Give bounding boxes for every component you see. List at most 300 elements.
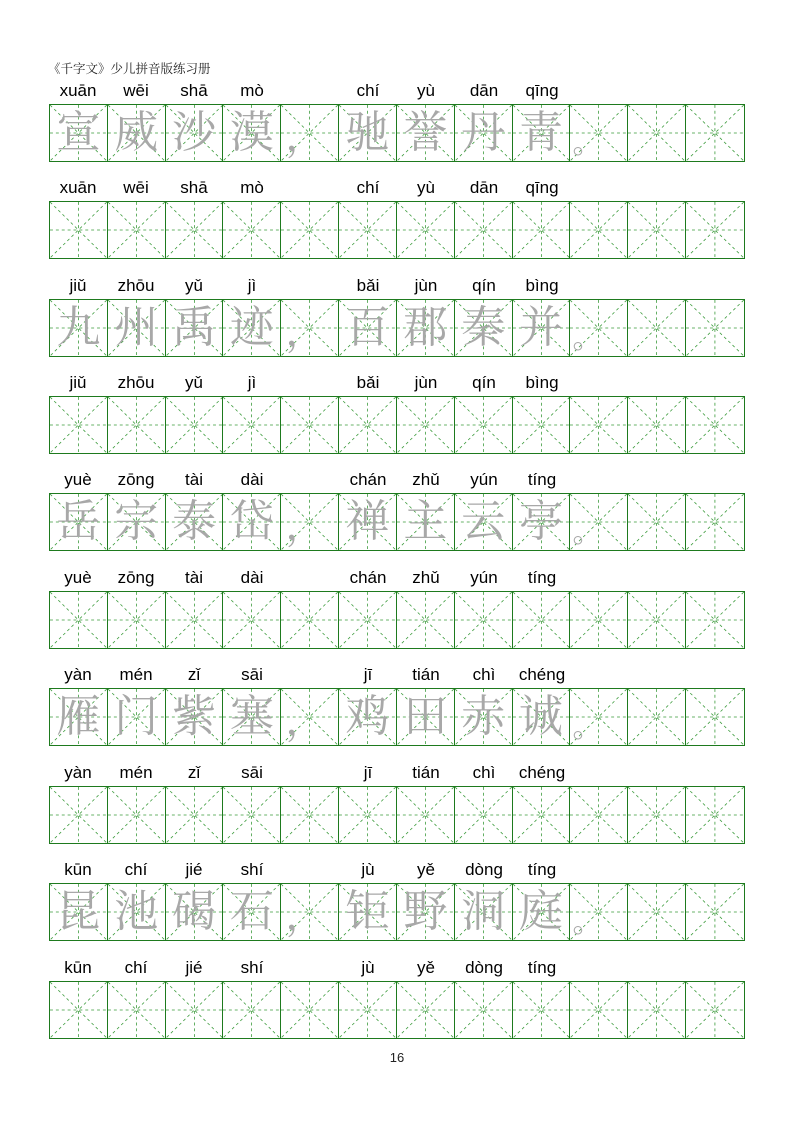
tian-mi-guide-icon	[166, 982, 223, 1038]
trace-character: 赤	[461, 691, 506, 742]
tian-mi-guide-icon	[455, 202, 512, 258]
writing-cell[interactable]	[339, 689, 397, 745]
pinyin-label: chí	[124, 860, 148, 879]
writing-cell[interactable]	[570, 689, 628, 745]
writing-cell[interactable]	[50, 397, 108, 453]
practice-row	[49, 177, 745, 259]
pinyin-label: mò	[240, 178, 264, 197]
pinyin-label: jié	[185, 860, 203, 879]
pinyin-label: bìng	[525, 276, 559, 295]
writing-cell[interactable]	[166, 494, 224, 550]
pinyin-label: dān	[469, 81, 499, 100]
writing-cell[interactable]	[339, 494, 397, 550]
writing-cell[interactable]	[513, 689, 571, 745]
tian-mi-guide-icon	[108, 397, 165, 453]
writing-cell[interactable]	[281, 397, 339, 453]
writing-cell[interactable]	[628, 494, 686, 550]
writing-cell[interactable]	[223, 494, 281, 550]
trace-character: 钜	[345, 886, 390, 937]
tian-mi-guide-icon	[339, 787, 396, 843]
tian-mi-guide-icon	[50, 397, 107, 453]
pinyin-line	[49, 859, 745, 883]
writing-cell[interactable]	[628, 884, 686, 940]
tian-mi-guide-icon	[570, 202, 627, 258]
pinyin-label: zhǔ	[412, 568, 440, 587]
trace-character: 禅	[345, 496, 390, 547]
tian-mi-guide-icon	[281, 592, 338, 648]
pinyin-label: jiǔ	[69, 276, 87, 295]
writing-cell[interactable]	[166, 592, 224, 648]
writing-grid	[49, 981, 745, 1039]
writing-cell[interactable]	[628, 592, 686, 648]
writing-cell[interactable]	[686, 592, 744, 648]
tian-mi-guide-icon	[686, 689, 744, 745]
writing-cell[interactable]	[50, 105, 108, 161]
writing-cell[interactable]	[108, 105, 166, 161]
writing-cell[interactable]	[686, 202, 744, 258]
writing-cell[interactable]	[513, 982, 571, 1038]
pinyin-label: zǐ	[187, 665, 201, 684]
writing-cell[interactable]	[570, 397, 628, 453]
pinyin-label: chán	[349, 470, 387, 489]
writing-cell[interactable]	[513, 397, 571, 453]
writing-cell[interactable]	[628, 787, 686, 843]
writing-cell[interactable]	[397, 300, 455, 356]
writing-cell[interactable]	[397, 105, 455, 161]
writing-cell[interactable]	[223, 105, 281, 161]
writing-cell[interactable]	[686, 689, 744, 745]
tian-mi-guide-icon	[686, 397, 744, 453]
pinyin-label: yǔ	[185, 276, 203, 295]
trace-row	[49, 859, 745, 941]
writing-cell[interactable]	[281, 494, 339, 550]
writing-cell[interactable]	[108, 397, 166, 453]
writing-cell[interactable]	[570, 494, 628, 550]
trace-character: 池	[114, 886, 159, 937]
writing-cell[interactable]	[223, 397, 281, 453]
writing-cell[interactable]	[455, 300, 513, 356]
pinyin-line	[49, 177, 745, 201]
tian-mi-guide-icon	[570, 592, 627, 648]
writing-cell[interactable]	[686, 105, 744, 161]
pinyin-label: jù	[361, 860, 375, 879]
writing-cell[interactable]	[455, 982, 513, 1038]
writing-cell[interactable]	[513, 300, 571, 356]
writing-cell[interactable]	[166, 105, 224, 161]
trace-row	[49, 275, 745, 357]
trace-punctuation: 。	[572, 126, 603, 161]
pinyin-label: qīng	[525, 81, 559, 100]
trace-character: 郡	[403, 302, 448, 353]
writing-cell[interactable]	[455, 397, 513, 453]
writing-cell[interactable]	[50, 982, 108, 1038]
tian-mi-guide-icon	[628, 982, 685, 1038]
writing-cell[interactable]	[166, 397, 224, 453]
writing-cell[interactable]	[281, 884, 339, 940]
pinyin-line	[49, 275, 745, 299]
writing-cell[interactable]	[397, 884, 455, 940]
writing-cell[interactable]	[108, 884, 166, 940]
pinyin-label: zōng	[117, 568, 155, 587]
writing-cell[interactable]	[223, 787, 281, 843]
tian-mi-guide-icon	[397, 202, 454, 258]
writing-cell[interactable]	[570, 300, 628, 356]
tian-mi-guide-icon	[281, 982, 338, 1038]
writing-cell[interactable]	[281, 982, 339, 1038]
pinyin-label: qín	[472, 373, 496, 392]
practice-row	[49, 762, 745, 844]
tian-mi-guide-icon	[513, 787, 570, 843]
tian-mi-guide-icon	[223, 592, 280, 648]
pinyin-line	[49, 469, 745, 493]
writing-cell[interactable]	[397, 397, 455, 453]
writing-cell[interactable]	[570, 982, 628, 1038]
tian-mi-guide-icon	[628, 300, 685, 356]
tian-mi-guide-icon	[397, 787, 454, 843]
pinyin-label: sāi	[241, 763, 263, 782]
writing-cell[interactable]	[281, 202, 339, 258]
pinyin-label: tíng	[527, 470, 557, 489]
tian-mi-guide-icon	[339, 592, 396, 648]
writing-cell[interactable]	[570, 787, 628, 843]
pinyin-label: yǔ	[185, 373, 203, 392]
pinyin-label: yù	[417, 178, 435, 197]
pinyin-label: zhǔ	[412, 470, 440, 489]
writing-cell[interactable]	[223, 592, 281, 648]
pinyin-label: tài	[185, 568, 203, 587]
writing-cell[interactable]	[339, 300, 397, 356]
writing-cell[interactable]	[455, 884, 513, 940]
pinyin-line	[49, 567, 745, 591]
tian-mi-guide-icon	[455, 787, 512, 843]
pinyin-label: yún	[470, 470, 498, 489]
tian-mi-guide-icon	[686, 105, 744, 161]
trace-character: 昆	[56, 886, 101, 937]
writing-cell[interactable]	[513, 787, 571, 843]
tian-mi-guide-icon	[686, 300, 744, 356]
writing-cell[interactable]	[50, 202, 108, 258]
pinyin-label: yě	[417, 958, 435, 977]
pinyin-line	[49, 957, 745, 981]
writing-grid	[49, 688, 745, 746]
trace-character: 宣	[56, 107, 101, 158]
writing-cell[interactable]	[628, 300, 686, 356]
writing-cell[interactable]	[166, 884, 224, 940]
writing-cell[interactable]	[166, 202, 224, 258]
writing-grid	[49, 591, 745, 649]
writing-cell[interactable]	[108, 787, 166, 843]
pinyin-label: qín	[472, 276, 496, 295]
writing-cell[interactable]	[397, 787, 455, 843]
practice-row	[49, 372, 745, 454]
writing-cell[interactable]	[513, 494, 571, 550]
trace-row	[49, 469, 745, 551]
writing-cell[interactable]	[166, 300, 224, 356]
tian-mi-guide-icon	[166, 787, 223, 843]
pinyin-line	[49, 80, 745, 104]
tian-mi-guide-icon	[108, 202, 165, 258]
pinyin-label: mò	[240, 81, 264, 100]
tian-mi-guide-icon	[455, 397, 512, 453]
tian-mi-guide-icon	[339, 202, 396, 258]
pinyin-line	[49, 762, 745, 786]
writing-cell[interactable]	[281, 300, 339, 356]
workbook-title: 《千字文》少儿拼音版练习册	[48, 61, 211, 76]
writing-cell[interactable]	[50, 494, 108, 550]
pinyin-label: jì	[247, 373, 257, 392]
writing-cell[interactable]	[223, 689, 281, 745]
pinyin-label: chì	[472, 763, 496, 782]
trace-character: 迹	[229, 302, 274, 353]
writing-grid	[49, 883, 745, 941]
trace-character: 鸡	[345, 691, 390, 742]
writing-cell[interactable]	[513, 884, 571, 940]
tian-mi-guide-icon	[223, 982, 280, 1038]
writing-cell[interactable]	[223, 884, 281, 940]
writing-cell[interactable]	[455, 787, 513, 843]
writing-cell[interactable]	[339, 787, 397, 843]
tian-mi-guide-icon	[570, 397, 627, 453]
writing-cell[interactable]	[108, 300, 166, 356]
pinyin-label: jié	[185, 958, 203, 977]
writing-cell[interactable]	[686, 884, 744, 940]
trace-character: 洞	[461, 886, 506, 937]
writing-cell[interactable]	[166, 982, 224, 1038]
pinyin-label: yě	[417, 860, 435, 879]
writing-cell[interactable]	[628, 689, 686, 745]
writing-cell[interactable]	[628, 105, 686, 161]
tian-mi-guide-icon	[455, 982, 512, 1038]
pinyin-label: mén	[119, 665, 153, 684]
tian-mi-guide-icon	[108, 787, 165, 843]
pinyin-label: dòng	[465, 958, 503, 977]
tian-mi-guide-icon	[628, 884, 685, 940]
tian-mi-guide-icon	[513, 592, 570, 648]
writing-cell[interactable]	[50, 300, 108, 356]
writing-cell[interactable]	[281, 105, 339, 161]
writing-cell[interactable]	[166, 787, 224, 843]
pinyin-label: wēi	[123, 81, 149, 100]
tian-mi-guide-icon	[108, 592, 165, 648]
trace-character: 碣	[172, 886, 217, 937]
writing-cell[interactable]	[397, 592, 455, 648]
writing-cell[interactable]	[455, 494, 513, 550]
pinyin-label: chí	[356, 178, 380, 197]
writing-cell[interactable]	[108, 689, 166, 745]
pinyin-label: shā	[180, 81, 208, 100]
writing-cell[interactable]	[628, 202, 686, 258]
writing-cell[interactable]	[455, 105, 513, 161]
trace-character: 宗	[114, 496, 159, 547]
writing-cell[interactable]	[397, 494, 455, 550]
writing-cell[interactable]	[686, 300, 744, 356]
writing-cell[interactable]	[339, 202, 397, 258]
writing-cell[interactable]	[686, 982, 744, 1038]
writing-cell[interactable]	[513, 202, 571, 258]
tian-mi-guide-icon	[513, 202, 570, 258]
writing-grid	[49, 299, 745, 357]
writing-cell[interactable]	[50, 592, 108, 648]
writing-cell[interactable]	[166, 689, 224, 745]
trace-row	[49, 80, 745, 162]
tian-mi-guide-icon	[686, 494, 744, 550]
writing-cell[interactable]	[455, 689, 513, 745]
pinyin-label: chí	[356, 81, 380, 100]
trace-character: 石	[229, 886, 274, 937]
tian-mi-guide-icon	[628, 397, 685, 453]
trace-character: 田	[403, 691, 448, 742]
pinyin-label: jī	[363, 763, 373, 782]
trace-character: 庭	[519, 886, 564, 937]
trace-punctuation: ，	[285, 309, 326, 355]
writing-grid	[49, 201, 745, 259]
trace-character: 漠	[229, 107, 274, 158]
pinyin-label: bǎi	[356, 373, 380, 392]
writing-cell[interactable]	[108, 592, 166, 648]
trace-character: 紫	[172, 691, 217, 742]
writing-cell[interactable]	[339, 592, 397, 648]
tian-mi-guide-icon	[50, 202, 107, 258]
writing-cell[interactable]	[281, 592, 339, 648]
tian-mi-guide-icon	[281, 202, 338, 258]
tian-mi-guide-icon	[628, 105, 685, 161]
writing-cell[interactable]	[570, 592, 628, 648]
pinyin-label: yù	[417, 81, 435, 100]
pinyin-label: tíng	[527, 568, 557, 587]
pinyin-label: tián	[412, 665, 440, 684]
trace-punctuation: 。	[572, 905, 603, 940]
trace-character: 野	[403, 886, 448, 937]
writing-cell[interactable]	[570, 105, 628, 161]
writing-cell[interactable]	[223, 300, 281, 356]
trace-character: 威	[114, 107, 159, 158]
trace-punctuation: ，	[285, 114, 326, 160]
trace-punctuation: 。	[572, 710, 603, 745]
trace-character: 诚	[519, 691, 564, 742]
writing-cell[interactable]	[628, 982, 686, 1038]
tian-mi-guide-icon	[686, 884, 744, 940]
pinyin-label: yuè	[64, 470, 92, 489]
writing-cell[interactable]	[339, 105, 397, 161]
writing-grid	[49, 104, 745, 162]
tian-mi-guide-icon	[397, 982, 454, 1038]
pinyin-label: chí	[124, 958, 148, 977]
tian-mi-guide-icon	[570, 787, 627, 843]
trace-character: 青	[519, 107, 564, 158]
pinyin-label: jù	[361, 958, 375, 977]
pinyin-label: yàn	[64, 763, 92, 782]
pinyin-label: chéng	[518, 665, 566, 684]
writing-cell[interactable]	[397, 202, 455, 258]
trace-punctuation: 。	[572, 321, 603, 356]
trace-character: 门	[114, 691, 159, 742]
pinyin-label: tián	[412, 763, 440, 782]
pinyin-label: kūn	[64, 958, 92, 977]
writing-cell[interactable]	[686, 787, 744, 843]
writing-cell[interactable]	[628, 397, 686, 453]
writing-cell[interactable]	[223, 202, 281, 258]
writing-cell[interactable]	[339, 884, 397, 940]
writing-cell[interactable]	[339, 982, 397, 1038]
pinyin-label: jì	[247, 276, 257, 295]
tian-mi-guide-icon	[50, 982, 107, 1038]
writing-cell[interactable]	[570, 202, 628, 258]
writing-cell[interactable]	[50, 689, 108, 745]
tian-mi-guide-icon	[166, 202, 223, 258]
writing-cell[interactable]	[281, 787, 339, 843]
writing-cell[interactable]	[397, 689, 455, 745]
writing-cell[interactable]	[513, 105, 571, 161]
pinyin-label: dòng	[465, 860, 503, 879]
pinyin-label: yàn	[64, 665, 92, 684]
pinyin-line	[49, 372, 745, 396]
writing-cell[interactable]	[339, 397, 397, 453]
trace-character: 岱	[229, 496, 274, 547]
trace-character: 云	[461, 496, 506, 547]
tian-mi-guide-icon	[50, 787, 107, 843]
writing-cell[interactable]	[108, 982, 166, 1038]
trace-punctuation: ，	[285, 503, 326, 549]
trace-character: 丹	[461, 107, 506, 158]
pinyin-line	[49, 664, 745, 688]
pinyin-label: chì	[472, 665, 496, 684]
tian-mi-guide-icon	[628, 787, 685, 843]
pinyin-label: tài	[185, 470, 203, 489]
writing-cell[interactable]	[455, 202, 513, 258]
tian-mi-guide-icon	[686, 787, 744, 843]
tian-mi-guide-icon	[628, 494, 685, 550]
pinyin-label: yuè	[64, 568, 92, 587]
trace-character: 塞	[229, 691, 274, 742]
writing-cell[interactable]	[397, 982, 455, 1038]
trace-character: 沙	[172, 107, 217, 158]
writing-cell[interactable]	[223, 982, 281, 1038]
writing-cell[interactable]	[686, 397, 744, 453]
writing-cell[interactable]	[108, 202, 166, 258]
tian-mi-guide-icon	[397, 397, 454, 453]
writing-cell[interactable]	[50, 787, 108, 843]
pinyin-label: shí	[240, 860, 264, 879]
writing-cell[interactable]	[513, 592, 571, 648]
tian-mi-guide-icon	[166, 592, 223, 648]
tian-mi-guide-icon	[686, 592, 744, 648]
tian-mi-guide-icon	[513, 397, 570, 453]
trace-character: 岳	[56, 496, 101, 547]
tian-mi-guide-icon	[628, 689, 685, 745]
writing-cell[interactable]	[50, 884, 108, 940]
writing-cell[interactable]	[570, 884, 628, 940]
pinyin-label: zōng	[117, 470, 155, 489]
tian-mi-guide-icon	[570, 982, 627, 1038]
trace-character: 泰	[172, 496, 217, 547]
pinyin-label: zhōu	[117, 373, 155, 392]
practice-row	[49, 567, 745, 649]
writing-cell[interactable]	[281, 689, 339, 745]
writing-cell[interactable]	[108, 494, 166, 550]
tian-mi-guide-icon	[223, 202, 280, 258]
pinyin-label: dài	[240, 568, 264, 587]
tian-mi-guide-icon	[166, 397, 223, 453]
trace-punctuation: ，	[285, 893, 326, 939]
pinyin-label: jiǔ	[69, 373, 87, 392]
writing-cell[interactable]	[686, 494, 744, 550]
writing-grid	[49, 396, 745, 454]
tian-mi-guide-icon	[223, 397, 280, 453]
writing-cell[interactable]	[455, 592, 513, 648]
pinyin-label: zhōu	[117, 276, 155, 295]
pinyin-label: xuān	[59, 81, 97, 100]
trace-punctuation: ，	[285, 698, 326, 744]
